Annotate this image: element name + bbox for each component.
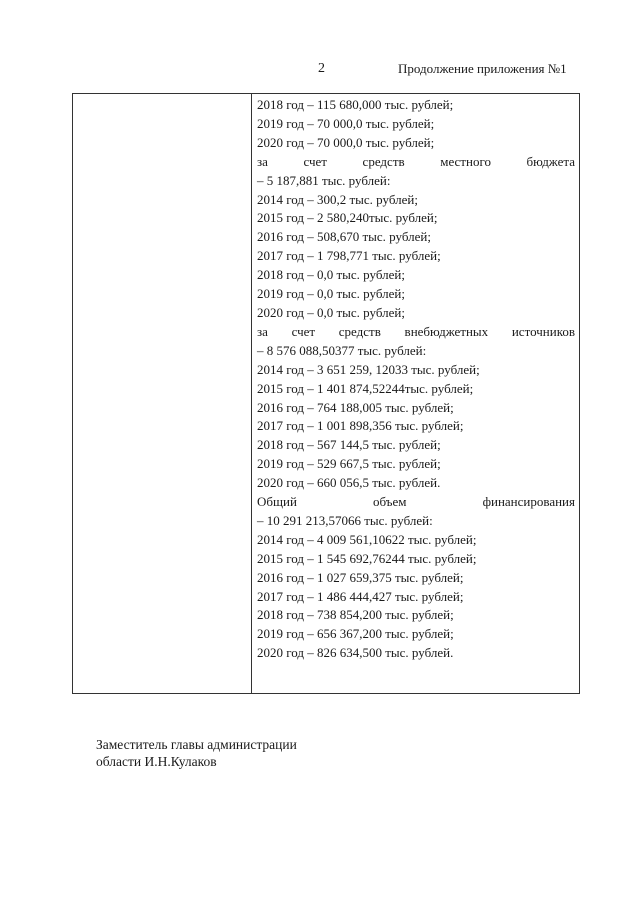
- funding-line: 2015 год – 2 580,240тыс. рублей;: [257, 210, 438, 226]
- funding-line: 2014 год – 300,2 тыс. рублей;: [257, 191, 418, 207]
- funding-line: 2017 год – 1 001 898,356 тыс. рублей;: [257, 418, 464, 434]
- funding-line: 2016 год – 764 188,005 тыс. рублей;: [257, 399, 454, 415]
- funding-line: 2018 год – 567 144,5 тыс. рублей;: [257, 437, 441, 453]
- funding-line: Общий объем финансирования: [257, 494, 575, 510]
- appendix-note: Продолжение приложения №1: [398, 61, 567, 76]
- funding-line: 2017 год – 1 486 444,427 тыс. рублей;: [257, 588, 464, 604]
- funding-line: за счет средств местного бюджета: [257, 153, 575, 169]
- funding-line: 2020 год – 826 634,500 тыс. рублей.: [257, 645, 454, 661]
- funding-line: 2016 год – 1 027 659,375 тыс. рублей;: [257, 569, 464, 585]
- column-divider: [251, 94, 252, 693]
- funding-table: [72, 93, 580, 694]
- funding-line: – 8 576 088,50377 тыс. рублей:: [257, 342, 427, 358]
- funding-line: 2014 год – 3 651 259, 12033 тыс. рублей;: [257, 361, 480, 377]
- funding-line: 2018 год – 115 680,000 тыс. рублей;: [257, 97, 454, 112]
- funding-line: 2020 год – 0,0 тыс. рублей;: [257, 304, 405, 320]
- signature-block: [96, 736, 297, 770]
- funding-line: 2016 год – 508,670 тыс. рублей;: [257, 229, 431, 245]
- funding-line: 2018 год – 0,0 тыс. рублей;: [257, 267, 405, 283]
- funding-line: 2019 год – 0,0 тыс. рублей;: [257, 286, 405, 302]
- funding-line: 2020 год – 70 000,0 тыс. рублей;: [257, 134, 435, 150]
- funding-line: 2019 год – 529 667,5 тыс. рублей;: [257, 456, 441, 472]
- funding-line: 2019 год – 656 367,200 тыс. рублей;: [257, 626, 454, 642]
- funding-line: – 10 291 213,57066 тыс. рублей:: [257, 512, 433, 528]
- funding-line: 2020 год – 660 056,5 тыс. рублей.: [257, 475, 441, 491]
- page-number: 2: [318, 61, 325, 76]
- funding-line: 2014 год – 4 009 561,10622 тыс. рублей;: [257, 531, 477, 547]
- signature-name: области И.Н.Кулаков: [96, 754, 217, 769]
- funding-line: 2019 год – 70 000,0 тыс. рублей;: [257, 115, 435, 131]
- funding-line: 2015 год – 1 545 692,76244 тыс. рублей;: [257, 550, 477, 566]
- funding-cell: [257, 96, 575, 663]
- funding-line: за счет средств внебюджетных источников: [257, 323, 575, 339]
- funding-line: 2017 год – 1 798,771 тыс. рублей;: [257, 248, 441, 264]
- signature-title: Заместитель главы администрации: [96, 737, 297, 752]
- funding-line: 2018 год – 738 854,200 тыс. рублей;: [257, 607, 454, 623]
- funding-line: – 5 187,881 тыс. рублей:: [257, 172, 391, 188]
- funding-line: 2015 год – 1 401 874,52244тыс. рублей;: [257, 380, 474, 396]
